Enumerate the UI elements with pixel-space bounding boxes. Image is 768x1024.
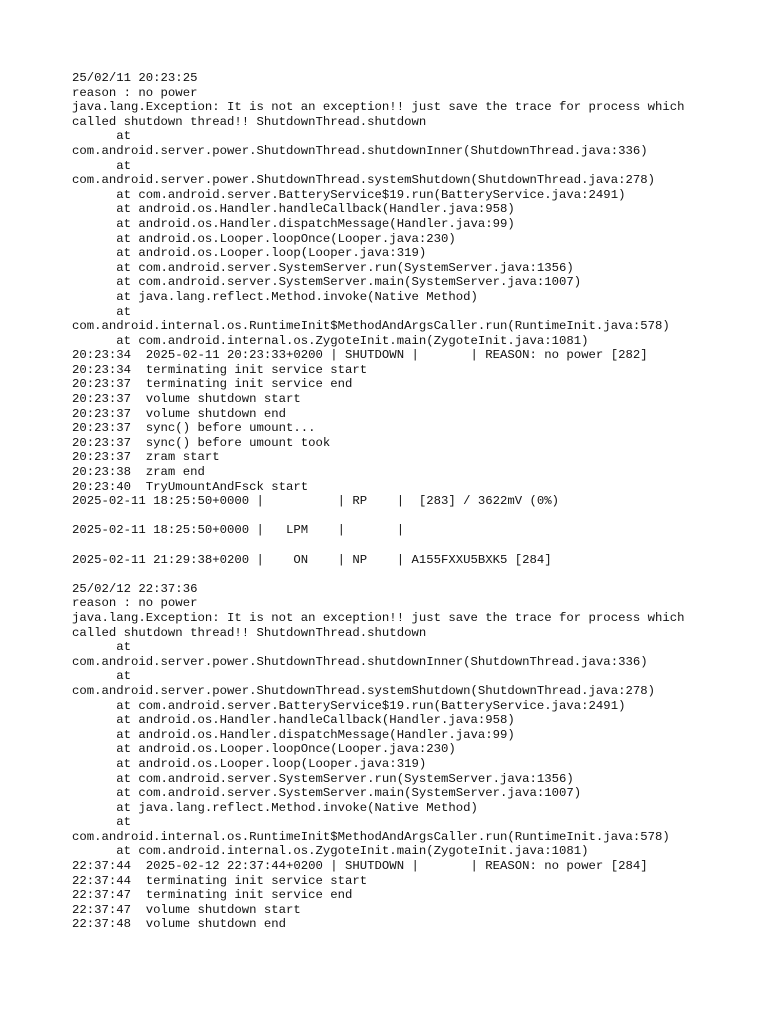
log-page: [72, 71, 752, 932]
log-block-first-shutdown: 25/02/11 20:23:25 reason : no power java.lang.Exception: It is not an exception!! just save the trace for process which called shutdown thread!! ShutdownThread.shutdown at com.android.server.power.ShutdownThread.shutdownInner(ShutdownThread.java:336) at com.android.server.power.ShutdownThread.systemShutdown(ShutdownThread.java:278) at com.android.server.BatteryService$19.run(BatteryService.java:2491) at android.os.Handler.handleCallback(Handler.java:958) at android.os.Handler.dispatchMessage(Handler.java:99) at android.os.Looper.loopOnce(Looper.java:230) at android.os.Looper.loop(Looper.java:319) at com.android.server.SystemServer.run(SystemServer.java:1356) at com.android.server.SystemServer.main(SystemServer.java:1007) at java.lang.reflect.Method.invoke(Native Method) at com.android.internal.os.RuntimeInit$MethodAndArgsCaller.run(RuntimeInit.java:578) at com.android.internal.os.ZygoteInit.main(ZygoteInit.java:1081) 20:23:34 2025-02-11 20:23:33+0200 | SHUTDOWN | | REASON: no power [282] 20:23:34 terminating init service start 20:23:37 terminating init service end 20:23:37 volume shutdown start 20:23:37 volume shutdown end 20:23:37 sync() before umount... 20:23:37 sync() before umount took 20:23:37 zram start 20:23:38 zram end 20:23:40 TryUmountAndFsck start 2025-02-11 18:25:50+0000 | | RP | [283] / 3622mV (0%) 2025-02-11 18:25:50+0000 | LPM | | 2025-02-11 21:29:38+0200 | ON | NP | A155FXXU5BXK5 [284]: [72, 71, 685, 567]
log-block-spacer: [72, 567, 752, 582]
log-block-second-shutdown: 25/02/12 22:37:36 reason : no power java.lang.Exception: It is not an exception!! just save the trace for process which called shutdown thread!! ShutdownThread.shutdown at com.android.server.power.ShutdownThread.shutdownInner(ShutdownThread.java:336) at com.android.server.power.ShutdownThread.systemShutdown(ShutdownThread.java:278) at com.android.server.BatteryService$19.run(BatteryService.java:2491) at android.os.Handler.handleCallback(Handler.java:958) at android.os.Handler.dispatchMessage(Handler.java:99) at android.os.Looper.loopOnce(Looper.java:230) at android.os.Looper.loop(Looper.java:319) at com.android.server.SystemServer.run(SystemServer.java:1356) at com.android.server.SystemServer.main(SystemServer.java:1007) at java.lang.reflect.Method.invoke(Native Method) at com.android.internal.os.RuntimeInit$MethodAndArgsCaller.run(RuntimeInit.java:578) at com.android.internal.os.ZygoteInit.main(ZygoteInit.java:1081) 22:37:44 2025-02-12 22:37:44+0200 | SHUTDOWN | | REASON: no power [284] 22:37:44 terminating init service start 22:37:47 terminating init service end 22:37:47 volume shutdown start 22:37:48 volume shutdown end: [72, 581, 685, 932]
